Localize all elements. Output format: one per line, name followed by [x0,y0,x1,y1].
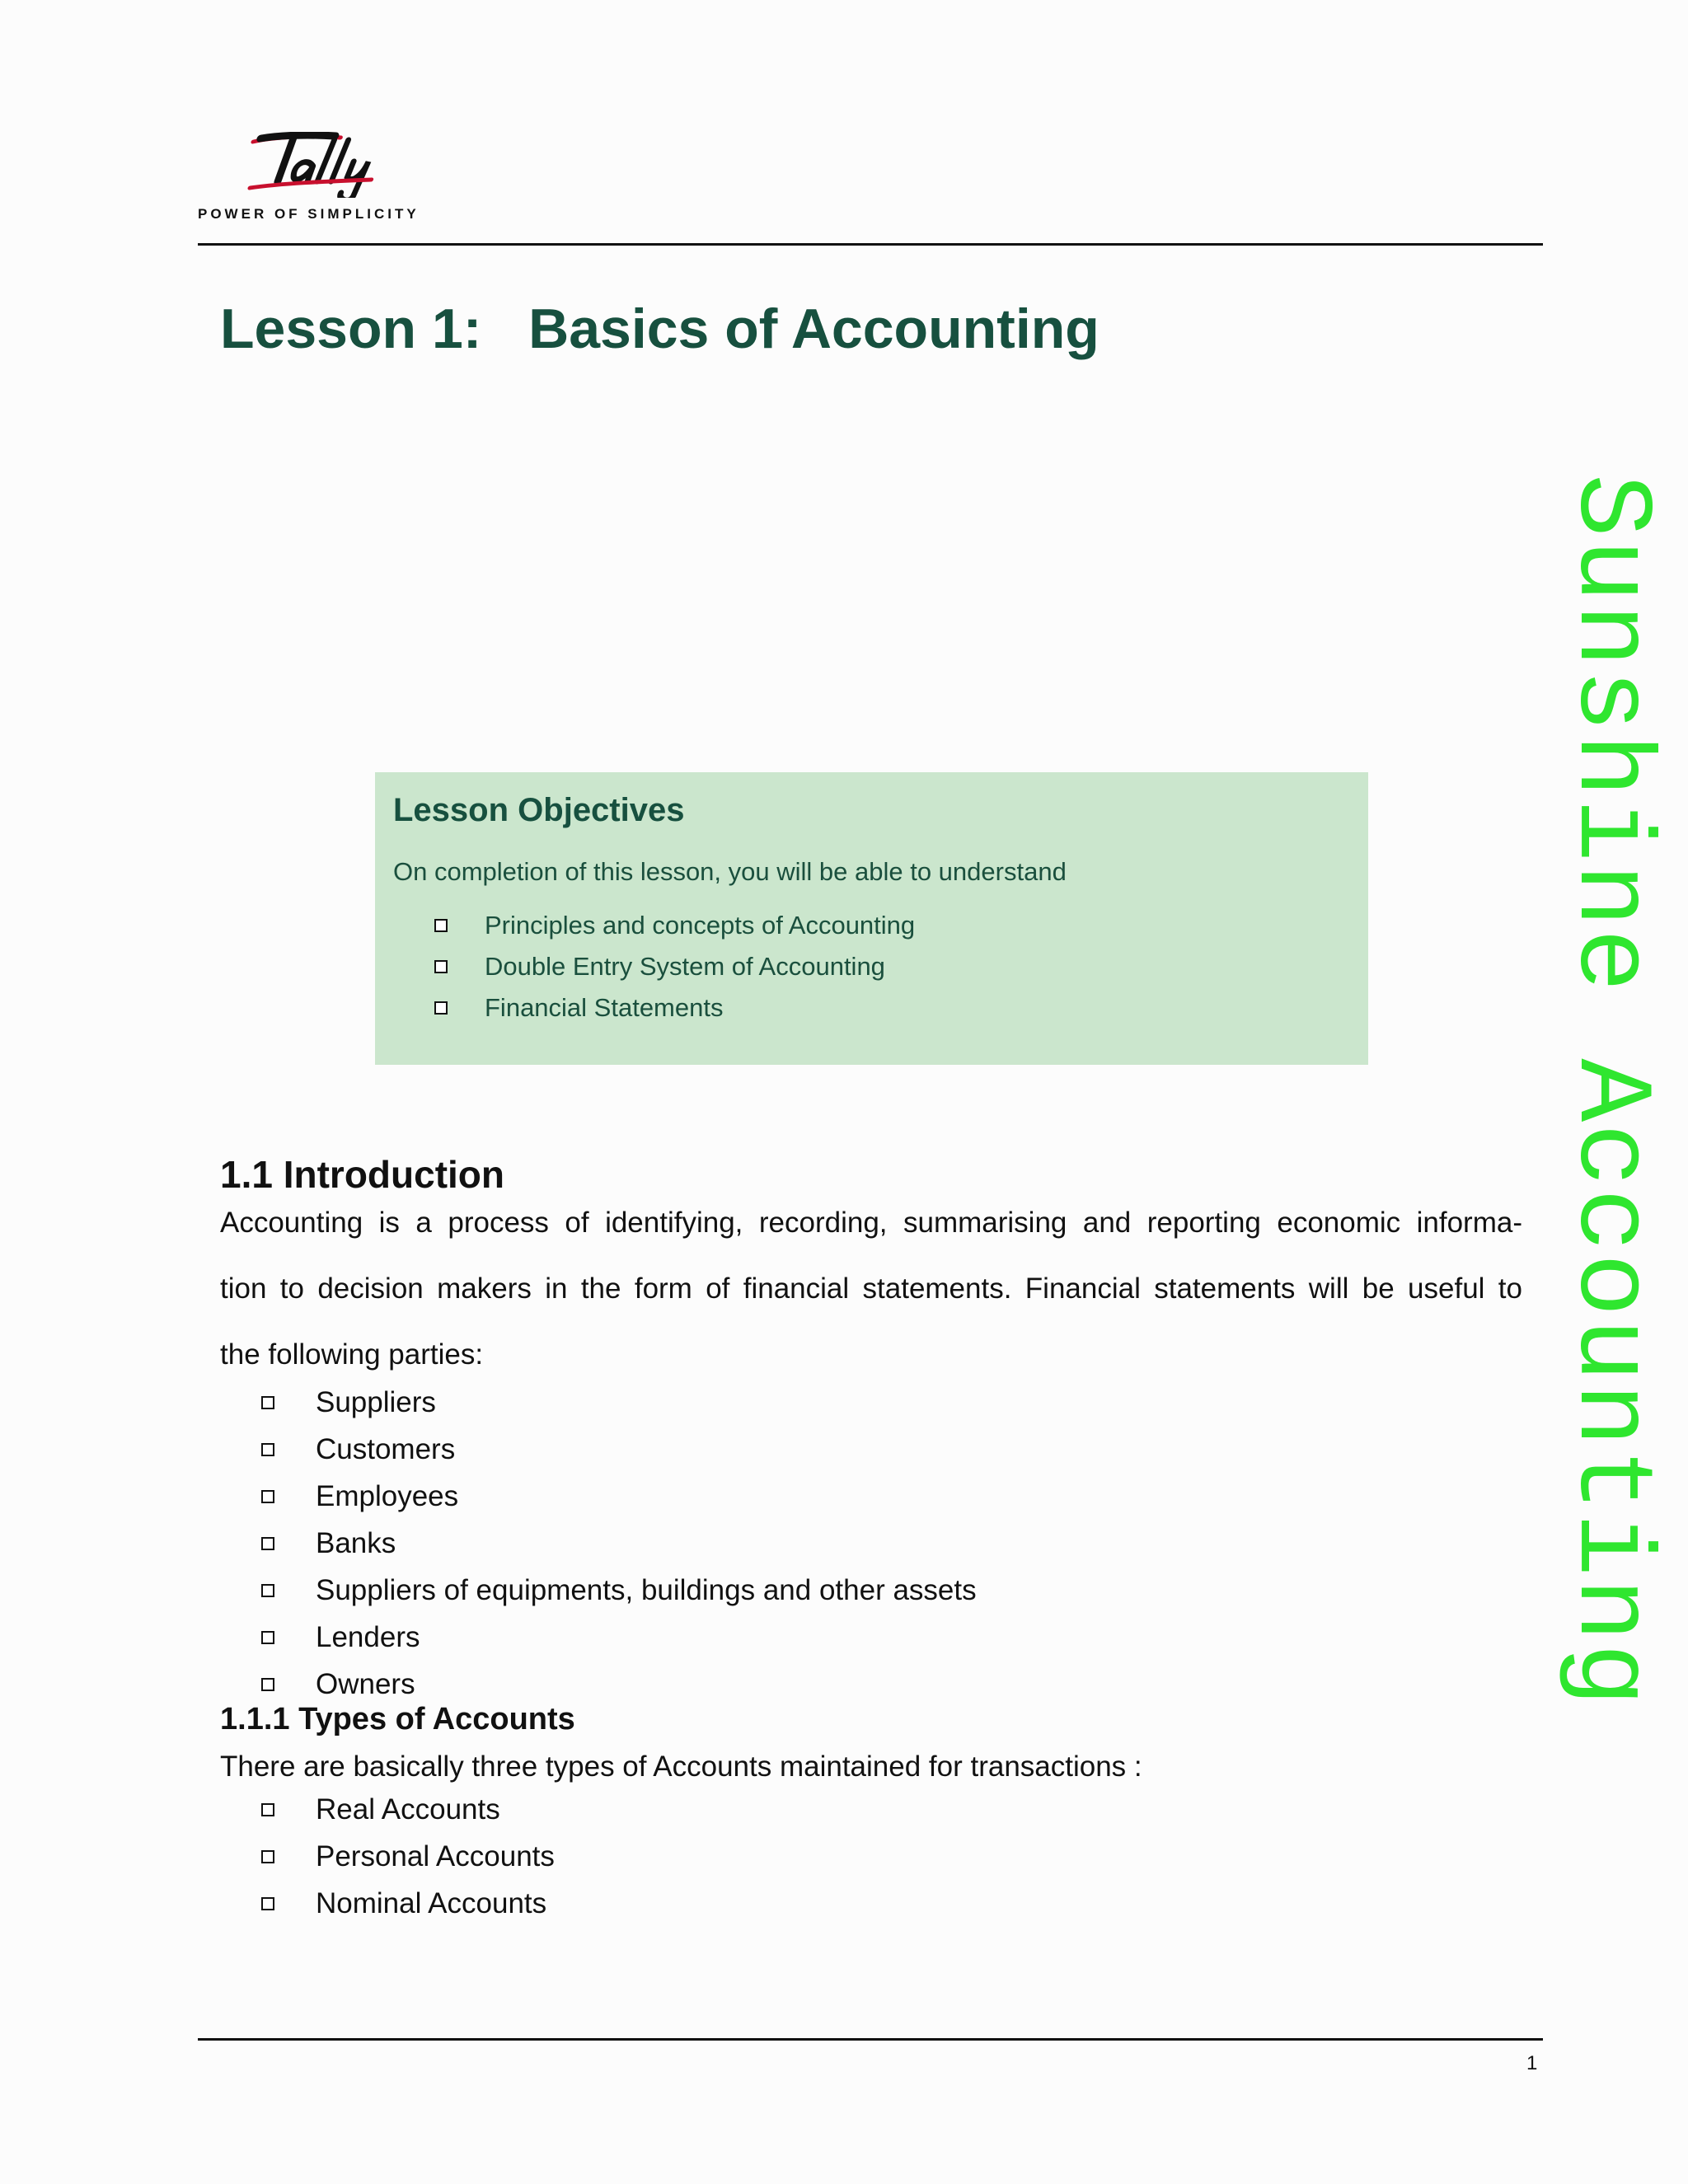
subsection-heading: 1.1.1 Types of Accounts [220,1702,575,1736]
watermark: Sunshine Accounting [1550,474,1669,1708]
square-bullet-icon [261,1631,274,1644]
square-bullet-icon [261,1850,274,1863]
square-bullet-icon [434,1001,448,1015]
paragraph-line: the following parties: [220,1338,484,1371]
footer-rule [198,2038,1543,2041]
section-heading: 1.1 Introduction [220,1153,504,1196]
list-item [434,905,1350,946]
square-bullet-icon [261,1678,274,1691]
list-item-label: Financial Statements [485,993,724,1022]
introduction-section [220,1152,1522,1708]
objectives-heading: Lesson Objectives [393,792,685,828]
list-item-label: Suppliers [316,1385,436,1418]
list-item-label: Personal Accounts [316,1840,555,1872]
square-bullet-icon [261,1443,274,1456]
list-item [261,1786,1522,1833]
square-bullet-icon [261,1584,274,1597]
list-item [261,1426,1522,1473]
list-item [261,1661,1522,1708]
square-bullet-icon [434,919,448,932]
list-item [261,1614,1522,1661]
logo-tagline: POWER OF SIMPLICITY [198,206,420,222]
list-item-label: Suppliers of equipments, buildings and other assets [316,1573,977,1606]
square-bullet-icon [434,960,448,973]
list-item [261,1880,1522,1927]
list-item [261,1567,1522,1614]
list-item [434,946,1350,987]
account-types-list [220,1786,1522,1927]
list-item [434,987,1350,1029]
square-bullet-icon [261,1490,274,1503]
list-item-label: Nominal Accounts [316,1886,547,1919]
square-bullet-icon [261,1803,274,1816]
list-item-label: Owners [316,1667,415,1700]
list-item-label: Principles and concepts of Accounting [485,911,916,940]
list-item-label: Customers [316,1432,456,1465]
lesson-objectives-box [375,772,1368,1065]
parties-list [220,1379,1522,1708]
objectives-list [393,905,1350,1029]
types-of-accounts-section [220,1702,1522,1927]
list-item-label: Real Accounts [316,1793,500,1825]
square-bullet-icon [261,1897,274,1910]
header-rule [198,243,1543,246]
page-title: Lesson 1: Basics of Accounting [220,298,1100,360]
square-bullet-icon [261,1537,274,1550]
list-item-label: Banks [316,1526,396,1559]
list-item-label: Employees [316,1479,459,1512]
introduction-paragraph [220,1207,1522,1371]
list-item [261,1379,1522,1426]
paragraph-line: tion to decision makers in the form of financial statements. Financial statements will be useful to [220,1272,1522,1305]
list-item [261,1520,1522,1567]
list-item [261,1473,1522,1520]
page-number: 1 [1526,2052,1538,2074]
list-item-label: Double Entry System of Accounting [485,952,885,981]
list-item [261,1833,1522,1880]
types-intro: There are basically three types of Accounts maintained for transactions : [220,1750,1142,1783]
objectives-intro: On completion of this lesson, you will be able to understand [393,857,1067,886]
list-item-label: Lenders [316,1620,420,1653]
paragraph-line: Accounting is a process of identifying, recording, summarising and reporting economic informa- [220,1207,1522,1239]
square-bullet-icon [261,1396,274,1409]
